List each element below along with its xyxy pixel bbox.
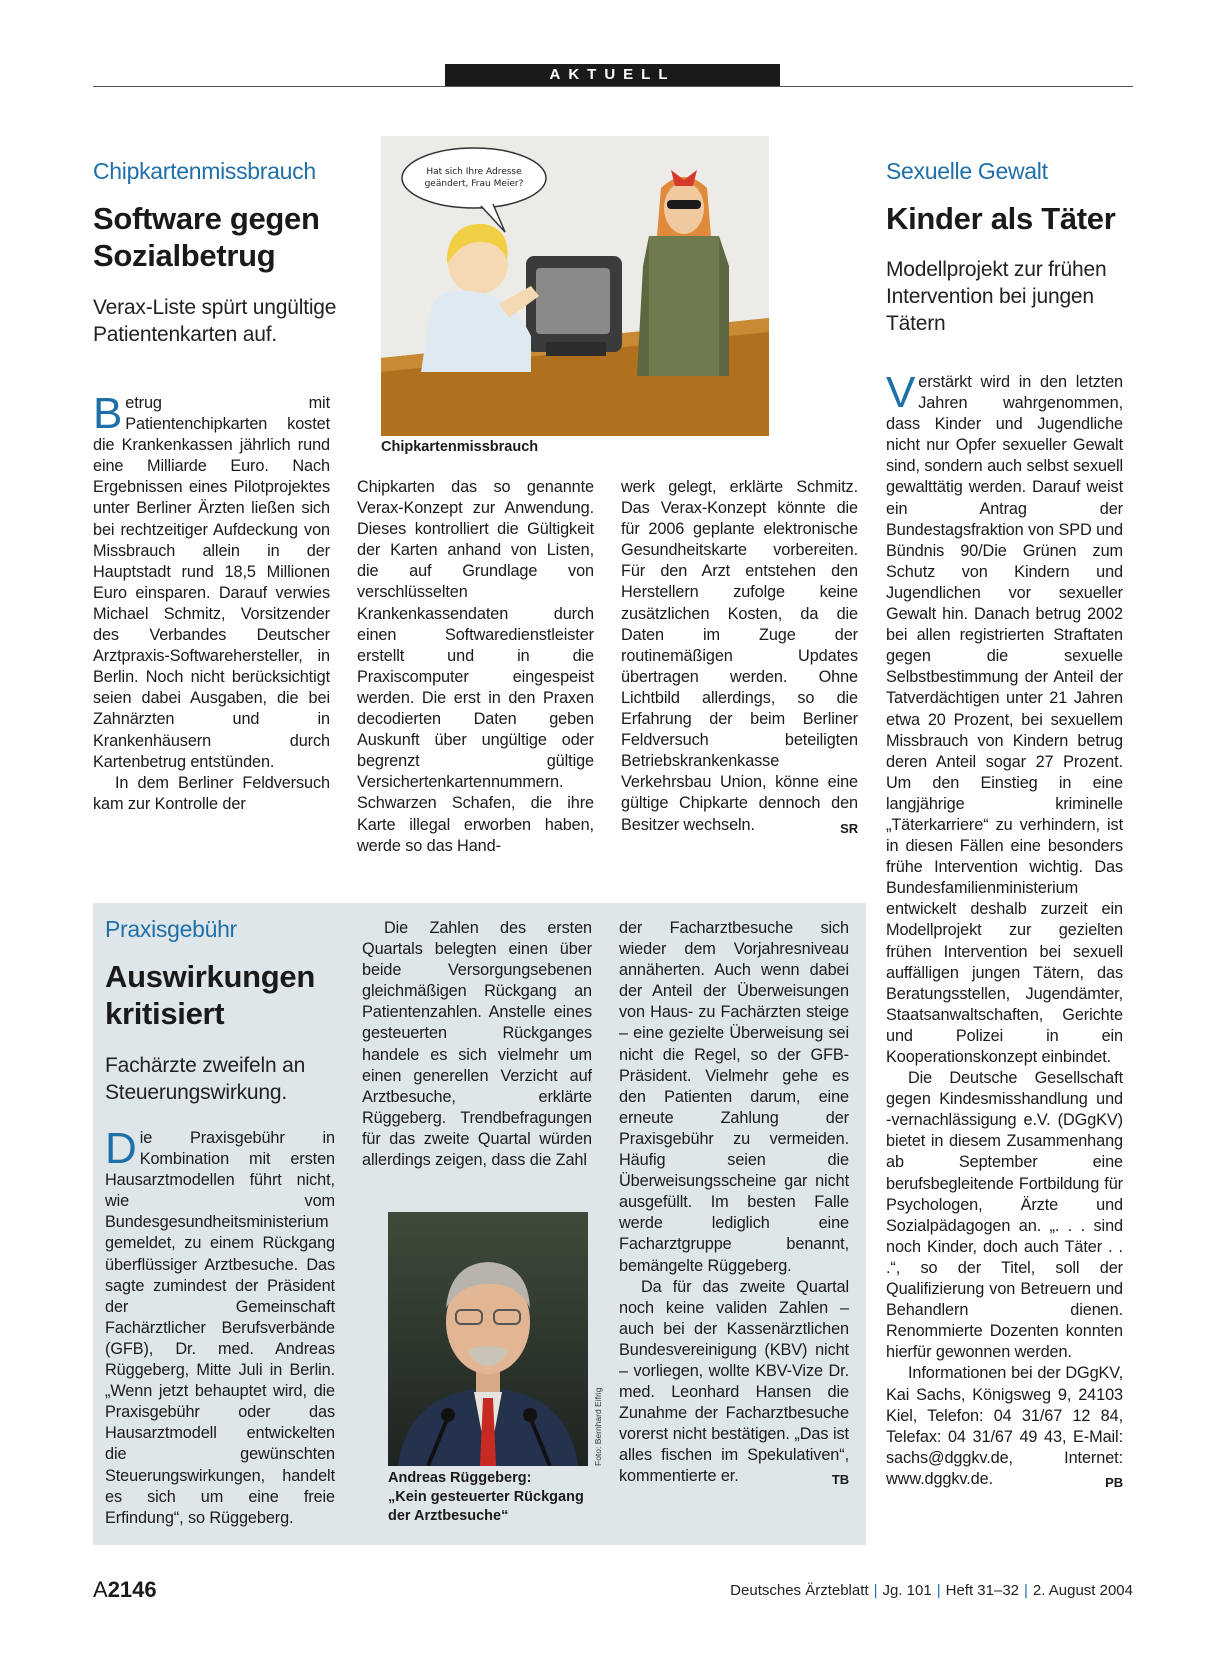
article1-headline: Software gegen Sozialbetrug bbox=[93, 201, 320, 273]
svg-text:Hat sich Ihre Adresse: Hat sich Ihre Adresse bbox=[426, 167, 522, 177]
journal-volume: Jg. 101 bbox=[882, 1582, 932, 1599]
cartoon-illustration bbox=[381, 136, 769, 436]
article3-signature: TB bbox=[831, 1472, 849, 1488]
journal-date: 2. August 2004 bbox=[1032, 1582, 1133, 1599]
header-rule bbox=[93, 86, 1133, 87]
cartoon-caption: Chipkartenmissbrauch bbox=[381, 439, 539, 455]
page-number bbox=[93, 1577, 157, 1603]
article1-column1 bbox=[93, 389, 330, 815]
article3-col1-text: ie Praxisgebühr in Kombination mit ersten Hausarztmodellen führt nicht, wie vom Bundesgesundheitsministerium gemeldet, zu einem Rückgang überflüssiger Arztbesuche. Das sagte zumindest der Präsident der Gemeinschaft Fachärztlicher Berufsverbände (GFB), Dr. med. Andreas Rüggeberg, Mitte Juli in Berlin. „Wenn jetzt behauptet wird, die Praxisgebühr oder das Hausarztmodell entwickelten die gewünschten Steuerungswirkungen, handelt es sich um eine freie Erfindung“, so Rüggeberg. bbox=[105, 1129, 335, 1527]
page-number-value: 2146 bbox=[107, 1577, 157, 1602]
article3-headline: Auswirkungen kritisiert bbox=[105, 959, 315, 1031]
article1-paragraph2: In dem Berliner Feldversuch kam zur Kontrolle der bbox=[93, 773, 330, 813]
article1-kicker: Chipkartenmissbrauch bbox=[93, 158, 316, 184]
article3-dropcap: D bbox=[105, 1124, 137, 1173]
article1-column2: Chipkarten das so genannte Verax-Konzept zur Anwendung. Dieses kontrolliert die Gültigkeit der Karten anhand von Listen, die auf Grundlage von verschlüsselten Krankenkassendaten durch einen Softwaredienstleister erstellt und in die Praxiscomputer eingespeist werden. Die erst in den Praxen decodierten Daten geben Auskunft über ungültige oder begrenzt gültige Versichertenkartennummern. Schwarzen Schafen, die ihre Karte illegal erworben haben, werde so das Hand- bbox=[357, 478, 594, 855]
portrait-photo bbox=[388, 1212, 588, 1466]
article1-signature: SR bbox=[840, 820, 858, 836]
article2-paragraph1: erstärkt wird in den letzten Jahren wahrgenommen, dass Kinder und Jugendliche nicht nur Opfer sexueller Gewalt sind, sondern auch selbst sexuell gewalttätig werden. Darauf weist ein Antrag der Bundestagsfraktion von SPD und Bündnis 90/Die Grünen zum Schutz von Kindern und Jugendlichen vor sexueller Gewalt hin. Danach betrug 2002 bei allen registrierten Straftaten gegen die sexuelle Selbstbestimmung der Anteil der Tatverdächtigen unter 21 Jahren etwa 20 Prozent, bei sexuellem Missbrauch von Kindern betrug deren Anteil sogar 27 Prozent. Um den Einstieg in eine langjährige kriminelle „Täterkarriere“ zu verhindern, ist in diesen Fällen eine besonders frühe Intervention wichtig. Das Bundesfamilienministerium entwickelt deshalb zurzeit ein Modellprojekt zur gezielten frühen Intervention bei sexuell auffälligen jungen Tätern, das Beratungsstellen, Jugendämter, Staatsanwaltschaften, Gerichte und Polizei in ein Kooperationskonzept einbindet. bbox=[886, 373, 1123, 1066]
page-prefix: A bbox=[93, 1577, 108, 1602]
article2-deck: Modellprojekt zur frühen Intervention bei jungen Tätern bbox=[886, 258, 1107, 335]
photo-caption-line2: „Kein gesteuerter Rückgang der Arztbesuche“ bbox=[388, 1489, 584, 1524]
article3-column2 bbox=[362, 918, 592, 1171]
article1-paragraph1: etrug mit Patientenchipkarten kostet die Krankenkassen jährlich rund eine Milliarde Euro. Nach Ergebnissen eines Pilotprojektes unter Berliner Ärzten ließen sich bei rechtzeitiger Aufdeckung von Missbrauch allein in der Hauptstadt rund 18,5 Millionen Euro einsparen. Darauf verwies Michael Schmitz, Vorsitzender des Verbandes Deutscher Arztpraxis-Softwarehersteller, in Berlin. Noch nicht berücksichtigt seien dabei Ausgaben, die bei Zahnärzten und in Krankenhäusern durch Kartenbetrug entstünden. bbox=[93, 394, 330, 771]
article1-column3-text: werk gelegt, erklärte Schmitz. Das Verax-Konzept könnte die für 2006 geplante elektronische Gesundheitskarte vorbereiten. Für den Arzt entstehen den Herstellern zufolge keine zusätzlichen Kosten, da die Daten im Zuge der routinemäßigen Updates übertragen werden. Ohne Lichtbild allerdings, so die Erfahrung der beim Berliner Feldversuch beteiligten Betriebskrankenkasse Verkehrsbau Union, könne eine gültige Chipkarte dennoch den Besitzer wechseln. bbox=[621, 478, 858, 834]
article2-headline: Kinder als Täter bbox=[886, 201, 1116, 236]
section-label: AKTUELL bbox=[445, 64, 780, 86]
article3-column3 bbox=[619, 918, 849, 1491]
journal-footer: Deutsches Ärzteblatt | Jg. 101 | Heft 31–32 | 2. August 2004 bbox=[730, 1582, 1133, 1599]
article3-col3-paragraph1: der Facharztbesuche sich wieder dem Vorjahresniveau annäherten. Auch wenn dabei der Anteil der Überweisungen von Haus- zu Fachärzten steige – eine gezielte Überweisung sei nicht die Regel, so der GFB-Präsident. Vielmehr gehe es den Patienten darum, eine erneute Zahlung der Praxisgebühr zu vermeiden. Häufig seien die Überweisungsscheine gar nicht ausgefüllt. Im besten Falle werde lediglich eine Facharztgruppe benannt, bemängelte Rüggeberg. bbox=[619, 919, 849, 1275]
article2-dropcap: V bbox=[886, 368, 916, 417]
article3-kicker: Praxisgebühr bbox=[105, 916, 237, 942]
article2-kicker: Sexuelle Gewalt bbox=[886, 158, 1048, 184]
photo-caption-line1: Andreas Rüggeberg: bbox=[388, 1470, 532, 1486]
svg-text:geändert, Frau Meier?: geändert, Frau Meier? bbox=[424, 179, 524, 189]
article2-paragraph2: Die Deutsche Gesellschaft gegen Kindesmisshandlung und -vernachlässigung e.V. (DGgKV) bietet in diesem Zusammenhang ab September eine berufsbegleitende Fortbildung für Psychologen, Ärzte und Sozialpädagogen an. „. . . sind noch Kinder, doch auch Täter . . .“, so der Titel, soll der Qualifizierung von Betreuern und Behandlern dienen. Renommierte Dozenten konnten hierfür gewonnen werden. bbox=[886, 1069, 1123, 1362]
article1-dropcap: B bbox=[93, 389, 123, 438]
article3-col3-paragraph2: Da für das zweite Quartal noch keine validen Zahlen – auch bei der Kassenärztlichen Bundesvereinigung (KBV) nicht – vorliegen, wollte KBV-Vize Dr. med. Leonhard Hansen die Zunahme der Facharztbesuche vorerst nicht bestätigen. „Das ist alles fischen im Spekulativen“, kommentierte er. bbox=[619, 1277, 849, 1486]
article1-deck: Verax-Liste spürt ungültige Patientenkarten auf. bbox=[93, 296, 337, 346]
article3-col2-text: Die Zahlen des ersten Quartals belegten einen über beide Versorgungsebenen gleichmäßigen Rückgang an Patientenzahlen. Anstelle eines gesteuerten Rückganges handele es sich vielmehr um einen generellen Verzicht auf Arztbesuche, erklärte Rüggeberg. Trendbefragungen für das zweite Quartal würden allerdings zeigen, dass die Zahl bbox=[362, 919, 592, 1170]
article1-column3 bbox=[621, 477, 858, 839]
article3-deck: Fachärzte zweifeln an Steuerungswirkung. bbox=[105, 1054, 306, 1104]
journal-issue: Heft 31–32 bbox=[945, 1582, 1019, 1599]
article2-body bbox=[886, 368, 1123, 1493]
photo-caption bbox=[388, 1469, 603, 1526]
article2-paragraph3: Informationen bei der DGgKV, Kai Sachs, Königsweg 9, 24103 Kiel, Telefon: 04 31/67 12 84, Telefax: 04 31/67 49 43, E-Mail: sachs@dggkv.de, Internet: www.dggkv.de. bbox=[886, 1364, 1123, 1488]
article2-signature: PB bbox=[1105, 1474, 1123, 1490]
article3-column1 bbox=[105, 1124, 335, 1529]
photo-credit bbox=[593, 1350, 607, 1466]
photo-credit-text: Foto: Bernhard Eifrig bbox=[593, 1387, 603, 1466]
journal-name: Deutsches Ärzteblatt bbox=[730, 1582, 869, 1599]
